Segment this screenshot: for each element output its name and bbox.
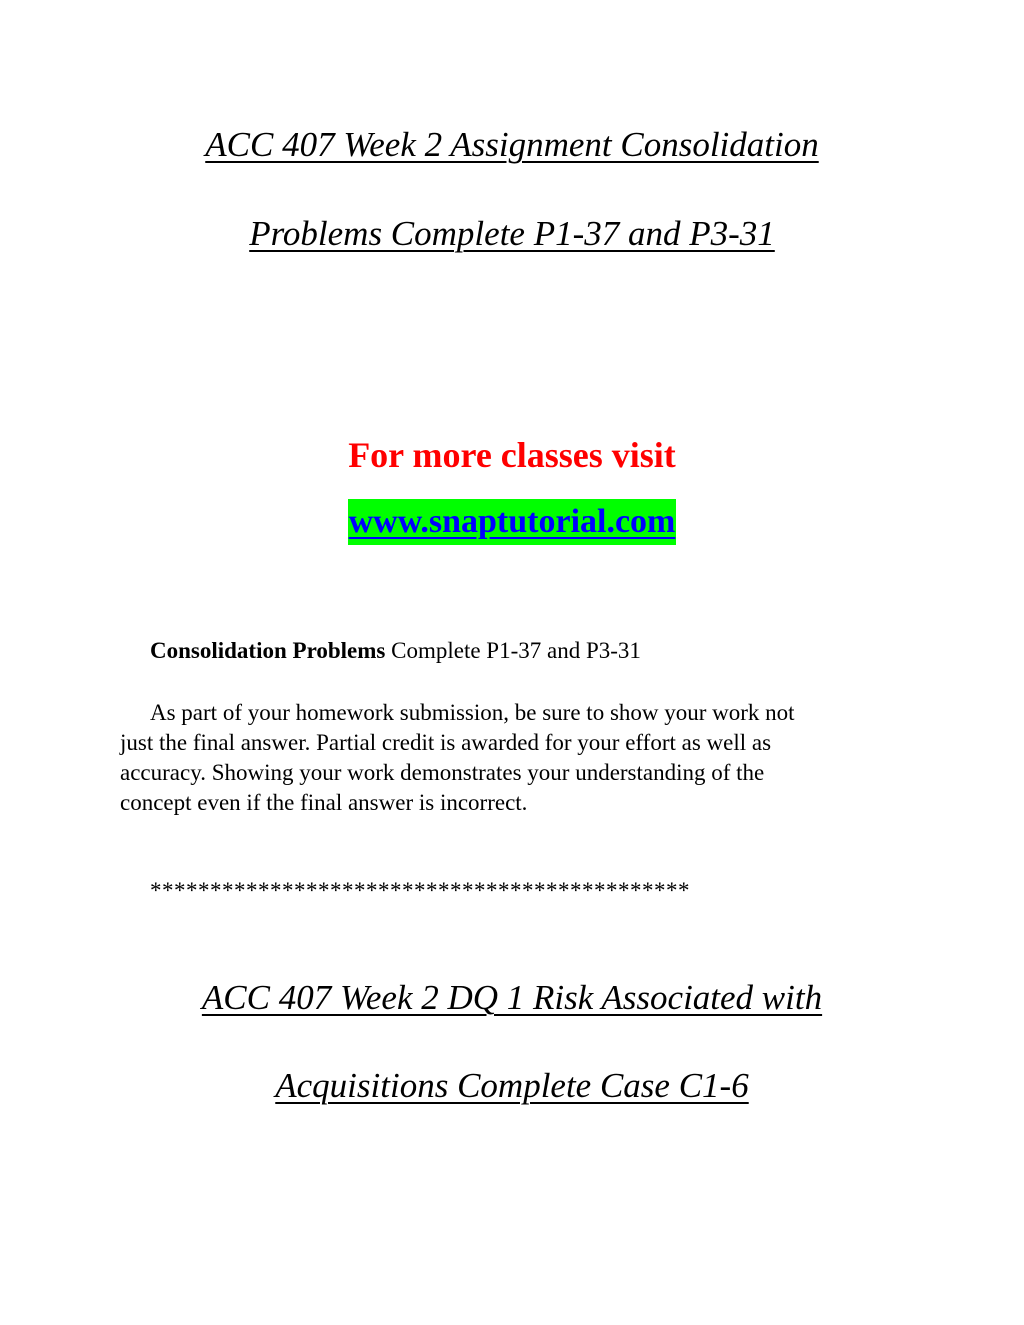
section1-title-line2	[0, 214, 1024, 254]
promo-text: For more classes visit	[348, 435, 676, 475]
content-paragraph	[120, 698, 920, 818]
content-subtitle-bold: Consolidation Problems	[150, 638, 386, 663]
paragraph-line: As part of your homework submission, be sure to show your work not	[150, 700, 795, 725]
section1-title-line1	[0, 125, 1024, 165]
section1-title-line1-text: ACC 407 Week 2 Assignment Consolidation	[205, 125, 819, 164]
section2-title-line1-text: ACC 407 Week 2 DQ 1 Risk Associated with	[201, 978, 823, 1017]
section2-title-line2	[0, 1066, 1024, 1106]
paragraph-line: concept even if the final answer is incorrect.	[120, 790, 528, 815]
paragraph-line: just the final answer. Partial credit is awarded for your effort as well as	[120, 730, 772, 755]
section2-title-line2-text: Acquisitions Complete Case C1-6	[275, 1066, 749, 1105]
content-subtitle-rest: Complete P1-37 and P3-31	[385, 638, 641, 663]
section1-title-line2-text: Problems Complete P1-37 and P3-31	[249, 214, 775, 253]
separator-stars: *********************************************	[150, 878, 690, 903]
snaptutorial-link[interactable]: www.snaptutorial.com	[348, 499, 677, 545]
section2-title-line1	[0, 978, 1024, 1018]
content-subtitle	[150, 636, 641, 666]
promo-link-container	[0, 499, 1024, 545]
paragraph-line: accuracy. Showing your work demonstrates your understanding of the	[120, 760, 765, 785]
